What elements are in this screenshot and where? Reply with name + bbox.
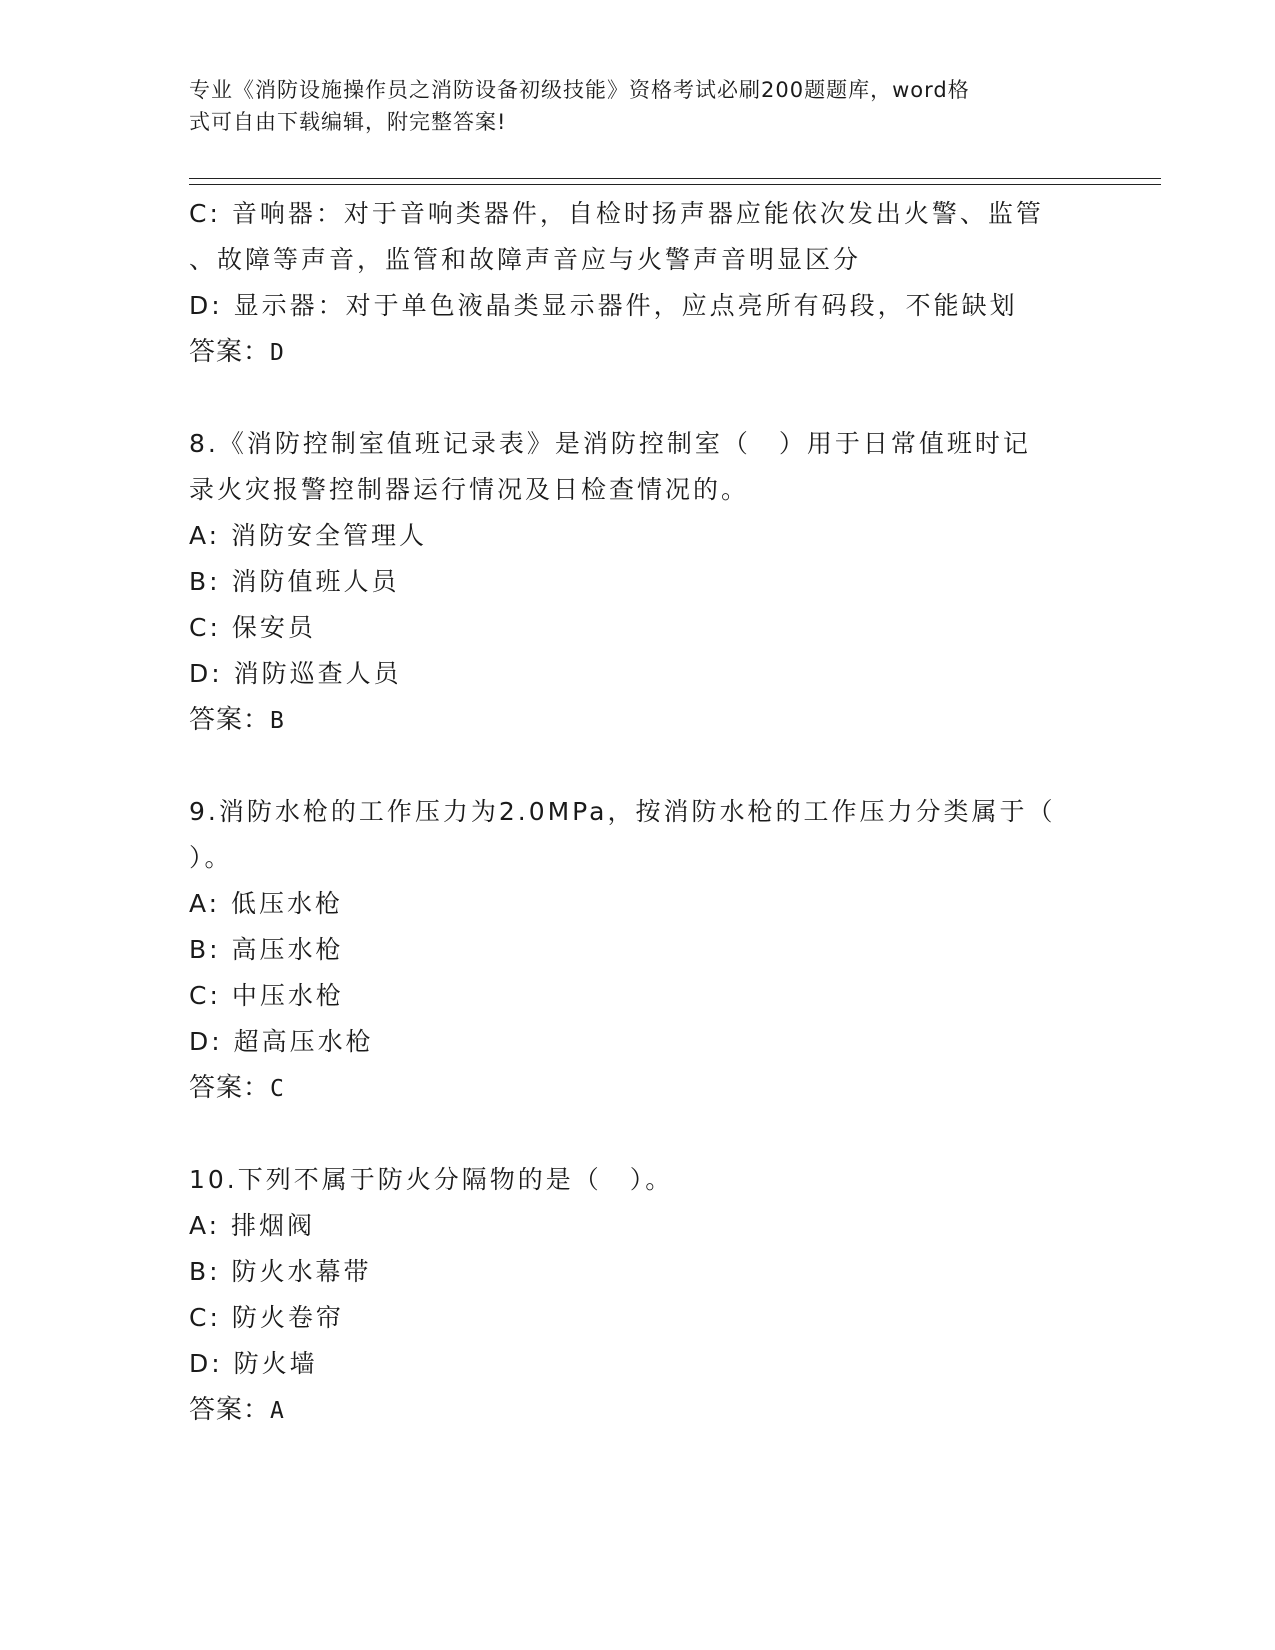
header-title-line-2: 式可自由下载编辑，附完整答案! xyxy=(189,110,507,134)
option-a: A: 低压水枪 xyxy=(189,889,344,918)
question-9 xyxy=(189,789,1089,1111)
header-title-line-1: 专业《消防设施操作员之消防设备初级技能》资格考试必刷200题题库，word格 xyxy=(189,78,970,102)
option-a: A: 消防安全管理人 xyxy=(189,521,428,550)
option-c: C: 保安员 xyxy=(189,613,316,642)
option-c-line-1: C: 音响器：对于音响类器件，自检时扬声器应能依次发出火警、监管 xyxy=(189,199,1044,228)
option-d: D: 防火墙 xyxy=(189,1349,318,1378)
question-stem-line-2: 录火灾报警控制器运行情况及日检查情况的。 xyxy=(189,475,750,504)
answer-value: C xyxy=(270,1076,285,1102)
answer-value: A xyxy=(270,1398,285,1424)
question-7-tail xyxy=(189,191,1089,375)
answer-label: 答案： xyxy=(189,337,271,367)
question-stem-line-1: 9.消防水枪的工作压力为2.0MPa，按消防水枪的工作压力分类属于（ xyxy=(189,797,1056,826)
header-divider-bottom xyxy=(189,184,1161,185)
option-c: C: 中压水枪 xyxy=(189,981,344,1010)
option-d: D: 超高压水枪 xyxy=(189,1027,374,1056)
question-10 xyxy=(189,1157,1089,1433)
option-a: A: 排烟阀 xyxy=(189,1211,316,1240)
question-spacer xyxy=(189,1111,1089,1157)
answer-label: 答案： xyxy=(189,1073,271,1103)
question-8 xyxy=(189,421,1089,743)
option-b: B: 防火水幕带 xyxy=(189,1257,372,1286)
question-list xyxy=(189,191,1089,1433)
answer-label: 答案： xyxy=(189,705,271,735)
option-d: D: 显示器：对于单色液晶类显示器件，应点亮所有码段，不能缺划 xyxy=(189,291,1018,320)
option-d: D: 消防巡查人员 xyxy=(189,659,402,688)
option-c: C: 防火卷帘 xyxy=(189,1303,344,1332)
question-stem-line-1: 8.《消防控制室值班记录表》是消防控制室（ ）用于日常值班时记 xyxy=(189,429,1031,458)
answer-value: D xyxy=(270,340,285,366)
answer-line xyxy=(189,1387,1089,1433)
question-spacer xyxy=(189,375,1089,421)
answer-line xyxy=(189,329,1089,375)
answer-line xyxy=(189,1065,1089,1111)
answer-line xyxy=(189,697,1089,743)
document-header xyxy=(189,74,1069,138)
question-spacer xyxy=(189,743,1089,789)
answer-value: B xyxy=(270,708,285,734)
header-divider-top xyxy=(189,178,1161,179)
option-c-line-2: 、故障等声音，监管和故障声音应与火警声音明显区分 xyxy=(189,245,862,274)
option-b: B: 高压水枪 xyxy=(189,935,344,964)
option-b: B: 消防值班人员 xyxy=(189,567,400,596)
question-stem-line-2: ）。 xyxy=(189,843,233,872)
answer-label: 答案： xyxy=(189,1395,271,1425)
question-stem-line-1: 10.下列不属于防火分隔物的是（ ）。 xyxy=(189,1165,674,1194)
